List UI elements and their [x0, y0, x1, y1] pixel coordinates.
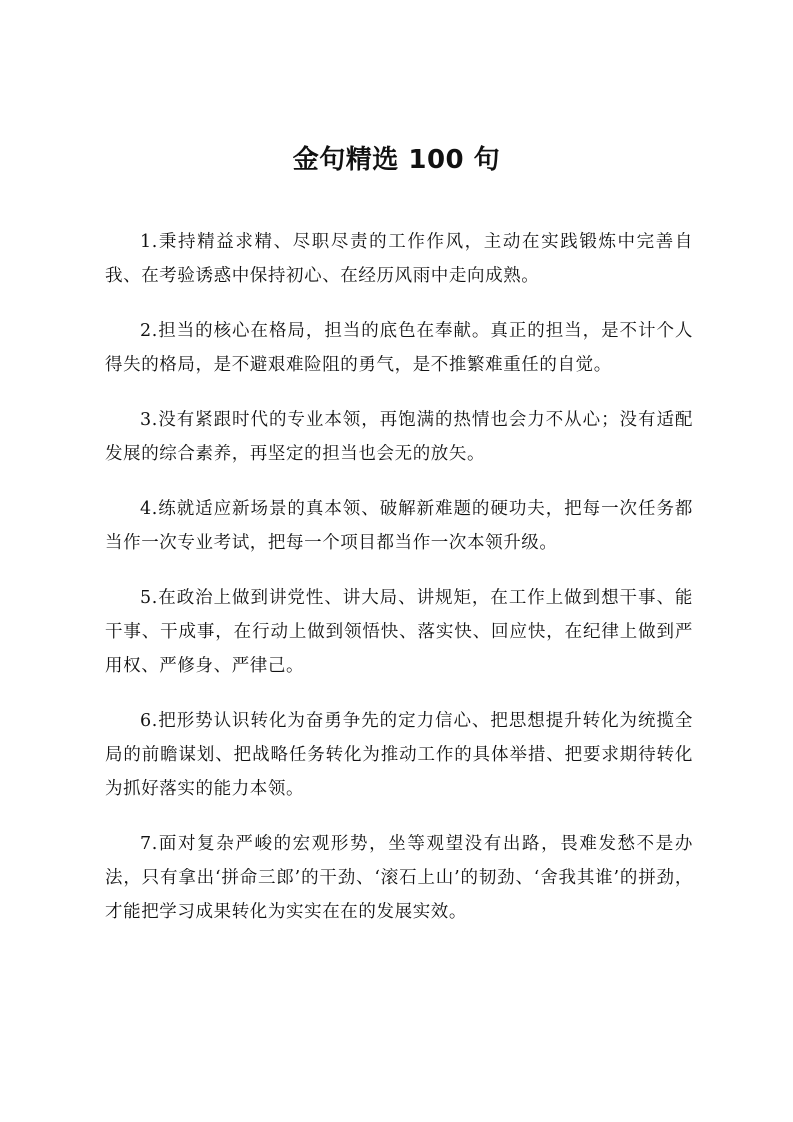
document-body	[105, 225, 693, 950]
paragraph-2: 2.担当的核心在格局，担当的底色在奉献。真正的担当，是不计个人得失的格局，是不避艰难险阻的勇气，是不推繁难重任的自觉。	[105, 321, 693, 375]
paragraph-5: 5.在政治上做到讲党性、讲大局、讲规矩，在工作上做到想干事、能干事、干成事，在行动上做到领悟快、落实快、回应快，在纪律上做到严用权、严修身、严律己。	[105, 588, 693, 676]
paragraph-7: 7.面对复杂严峻的宏观形势，坐等观望没有出路，畏难发愁不是办法，只有拿出‘拼命三郎’的干劲、‘滚石上山’的韧劲、‘舍我其谁’的拼劲，才能把学习成果转化为实实在在的发展实效。	[105, 834, 693, 922]
paragraph-1: 1.秉持精益求精、尽职尽责的工作作风，主动在实践锻炼中完善自我、在考验诱惑中保持初心、在经历风雨中走向成熟。	[105, 232, 693, 286]
paragraph-4: 4.练就适应新场景的真本领、破解新难题的硬功夫，把每一次任务都当作一次专业考试，把每一个项目都当作一次本领升级。	[105, 499, 693, 553]
paragraph-6: 6.把形势认识转化为奋勇争先的定力信心、把思想提升转化为统揽全局的前瞻谋划、把战略任务转化为推动工作的具体举措、把要求期待转化为抓好落实的能力本领。	[105, 711, 693, 799]
page-title: 金句精选 100 句	[292, 145, 501, 175]
paragraph-3: 3.没有紧跟时代的专业本领，再饱满的热情也会力不从心；没有适配发展的综合素养，再坚定的担当也会无的放矢。	[105, 410, 693, 464]
